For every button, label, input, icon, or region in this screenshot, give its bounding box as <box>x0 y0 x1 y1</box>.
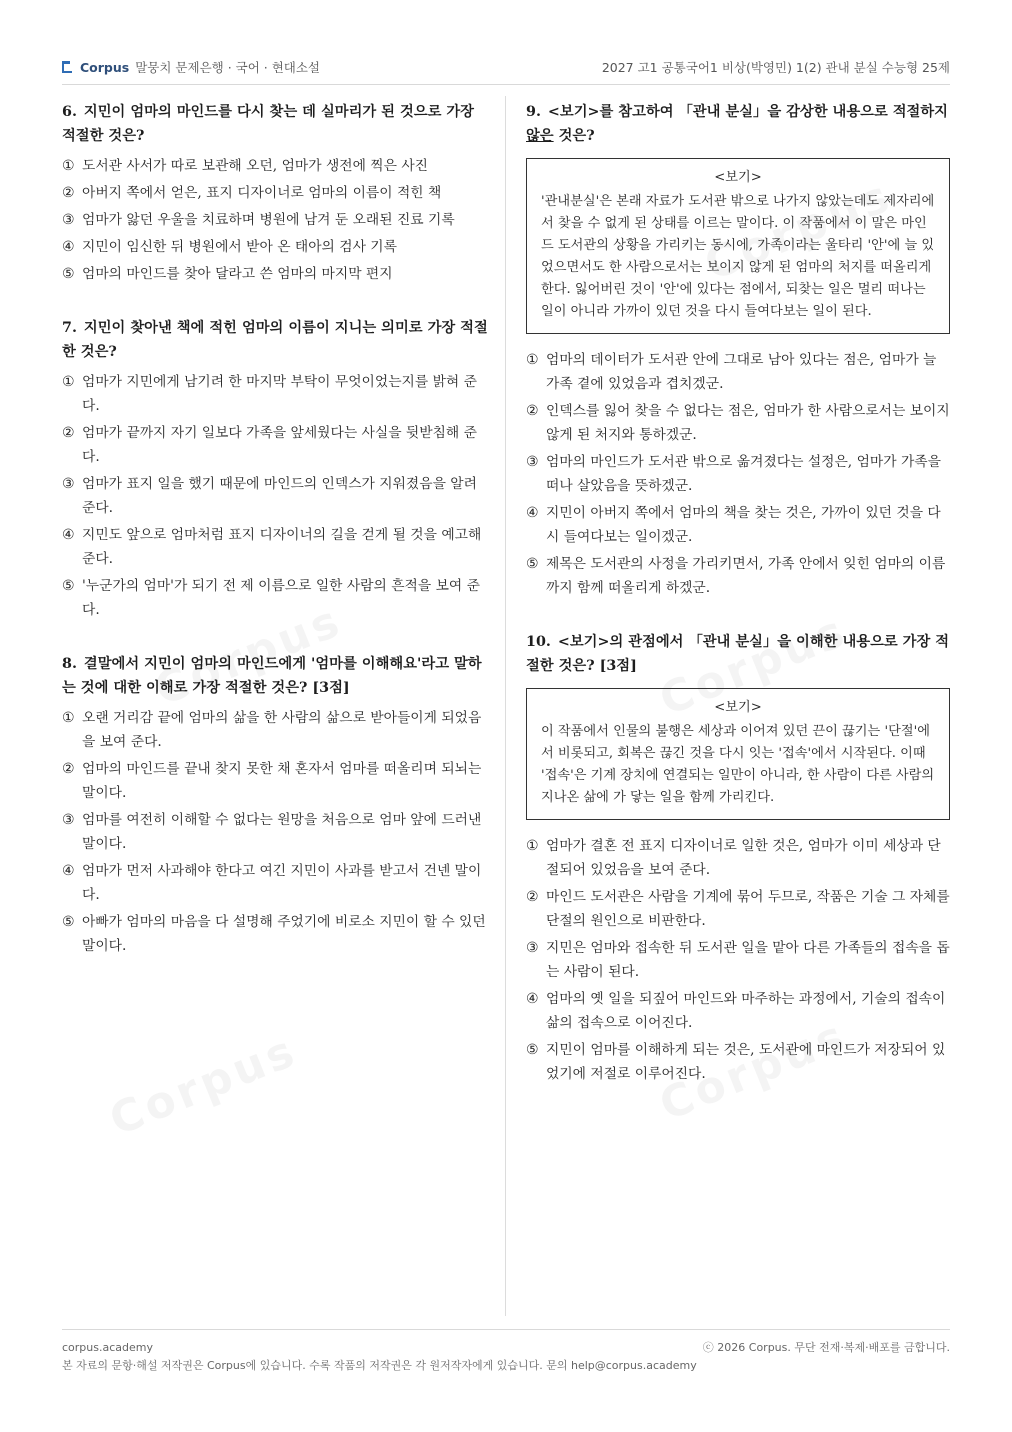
choice-item[interactable]: ① 엄마의 데이터가 도서관 안에 그대로 남아 있다는 점은, 엄마가 늘 가족 곁에 있었음과 겹치겠군. <box>526 352 937 392</box>
choice-item[interactable]: ⑤ 아빠가 엄마의 마음을 다 설명해 주었기에 비로소 지민이 할 수 있던 말이다. <box>62 914 486 954</box>
question-10 <box>526 630 950 1086</box>
choice-list <box>526 834 950 1086</box>
footer-notice: 본 자료의 문항·해설 저작권은 Corpus에 있습니다. 수록 작품의 저작권은 각 원저작자에게 있습니다. 문의 help@corpus.academy <box>62 1359 697 1372</box>
choice-item[interactable]: ③ 엄마를 여전히 이해할 수 없다는 원망을 처음으로 엄마 앞에 드러낸 말이다. <box>62 812 482 852</box>
bogi-text: '관내분실'은 본래 자료가 도서관 밖으로 나가지 않았는데도 제자리에서 찾을 수 없게 된 상태를 이르는 말이다. 이 작품에서 이 말은 마인드 도서관의 상황을 가리키는 동시에, 가족이라는 울타리 '안'에 늘 있었으면서도 한 사람으로서는 보이지 않게 된 엄마의 처지를 떠올리게 한다. 잃어버린 것이 '안'에 있다는 점에서, 되찾는 일은 멀리 떠나는 일이 아니라 가까이 있던 것을 다시 들여다보는 일이 된다. <box>541 194 935 319</box>
choice-item[interactable]: ③ 엄마의 마인드가 도서관 밖으로 옮겨졌다는 설정은, 엄마가 가족을 떠나 살았음을 뜻하겠군. <box>526 454 941 494</box>
choice-item[interactable]: ⑤ '누군가의 엄마'가 되기 전 제 이름으로 일한 사람의 흔적을 보여 준다. <box>62 578 480 618</box>
choice-item[interactable]: ② 엄마가 끝까지 자기 일보다 가족을 앞세웠다는 사실을 뒷받침해 준다. <box>62 425 477 465</box>
choice-list <box>526 348 950 600</box>
choice-item[interactable]: ① 엄마가 지민에게 남기려 한 마지막 부탁이 무엇이었는지를 밝혀 준다. <box>62 374 477 414</box>
choice-item[interactable]: ② 아버지 쪽에서 얻은, 표지 디자이너로 엄마의 이름이 적힌 책 <box>62 185 442 201</box>
bogi-box <box>526 158 950 334</box>
footer-site-link[interactable]: corpus.academy <box>62 1341 153 1354</box>
choice-item[interactable]: ③ 엄마가 앓던 우울을 치료하며 병원에 남겨 둔 오래된 진료 기록 <box>62 212 455 228</box>
choice-list <box>62 370 488 622</box>
brand-name: Corpus <box>80 60 130 75</box>
choice-item[interactable]: ④ 지민이 아버지 쪽에서 엄마의 책을 찾는 것은, 가까이 있던 것을 다시 들여다보는 일이겠군. <box>526 505 941 545</box>
question-7 <box>62 316 488 622</box>
choice-item[interactable]: ③ 지민은 엄마와 접속한 뒤 도서관 일을 맡아 다른 가족들의 접속을 돕는 사람이 된다. <box>526 940 950 980</box>
question-title: 7. 지민이 찾아낸 책에 적힌 엄마의 이름이 지니는 의미로 가장 적절한 것은? <box>62 320 488 360</box>
choice-item[interactable]: ① 오랜 거리감 끝에 엄마의 삶을 한 사람의 삶으로 받아들이게 되었음을 보여 준다. <box>62 710 482 750</box>
choice-item[interactable]: ③ 엄마가 표지 일을 했기 때문에 마인드의 인덱스가 지워졌음을 알려 준다. <box>62 476 477 516</box>
brand <box>62 58 320 76</box>
bogi-text: 이 작품에서 인물의 불행은 세상과 이어져 있던 끈이 끊기는 '단절'에서 비롯되고, 회복은 끊긴 것을 다시 잇는 '접속'에서 시작된다. 이때 '접속'은 기계 장치에 연결되는 일만이 아니라, 한 사람이 다른 사람의 지나온 삶에 가 닿는 일을 함께 가리킨다. <box>541 724 935 805</box>
bogi-title: <보기> <box>714 700 762 715</box>
choice-item[interactable]: ⑤ 지민이 엄마를 이해하게 되는 것은, 도서관에 마인드가 저장되어 있었기에 저절로 이루어진다. <box>526 1042 946 1082</box>
question-8 <box>62 652 488 958</box>
choice-item[interactable]: ② 마인드 도서관은 사람을 기계에 묶어 두므로, 작품은 기술 그 자체를 단절의 원인으로 비판한다. <box>526 889 950 929</box>
right-column <box>526 100 950 1110</box>
question-6 <box>62 100 488 286</box>
page-header <box>62 56 950 85</box>
question-title: 8. 결말에서 지민이 엄마의 마인드에게 '엄마를 이해해요'라고 말하는 것에 대한 이해로 가장 적절한 것은? [3점] <box>62 656 482 696</box>
footer-copyright: ⓒ 2026 Corpus. 무단 전재·복제·배포를 금합니다. <box>702 1341 950 1354</box>
choice-list <box>62 706 488 958</box>
column-divider <box>505 96 506 1316</box>
choice-item[interactable]: ② 인덱스를 잃어 찾을 수 없다는 점은, 엄마가 한 사람으로서는 보이지 않게 된 처지와 통하겠군. <box>526 403 950 443</box>
corpus-logo-icon <box>62 61 72 73</box>
bogi-box <box>526 688 950 820</box>
choice-item[interactable]: ② 엄마의 마인드를 끝내 찾지 못한 채 혼자서 엄마를 떠올리며 되뇌는 말이다. <box>62 761 482 801</box>
left-column <box>62 100 488 982</box>
choice-item[interactable]: ⑤ 제목은 도서관의 사정을 가리키면서, 가족 안에서 잊힌 엄마의 이름까지 함께 떠올리게 하겠군. <box>526 556 946 596</box>
choice-item[interactable]: ④ 지민이 임신한 뒤 병원에서 받아 온 태아의 검사 기록 <box>62 239 397 255</box>
question-9 <box>526 100 950 600</box>
question-title: 9. <보기>를 참고하여 「관내 분실」을 감상한 내용으로 적절하지 않은 것은? <box>526 104 948 144</box>
choice-item[interactable]: ④ 지민도 앞으로 엄마처럼 표지 디자이너의 길을 걷게 될 것을 예고해 준다. <box>62 527 482 567</box>
choice-list <box>62 154 488 286</box>
watermark <box>103 1025 305 1146</box>
breadcrumb: 말뭉치 문제은행 · 국어 · 현대소설 <box>135 60 321 75</box>
choice-item[interactable]: ④ 엄마가 먼저 사과해야 한다고 여긴 지민이 사과를 받고서 건넨 말이다. <box>62 863 482 903</box>
choice-item[interactable]: ① 엄마가 결혼 전 표지 디자이너로 일한 것은, 엄마가 이미 세상과 단절되어 있었음을 보여 준다. <box>526 838 941 878</box>
document-title: 2027 고1 공통국어1 비상(박영민) 1(2) 관내 분실 수능형 25제 <box>601 60 950 75</box>
page-footer <box>62 1329 950 1375</box>
choice-item[interactable]: ① 도서관 사서가 따로 보관해 오던, 엄마가 생전에 찍은 사진 <box>62 158 429 174</box>
question-title: 10. <보기>의 관점에서 「관내 분실」을 이해한 내용으로 가장 적절한 것은? [3점] <box>526 634 950 674</box>
question-title: 6. 지민이 엄마의 마인드를 다시 찾는 데 실마리가 된 것으로 가장 적절한 것은? <box>62 104 474 144</box>
choice-item[interactable]: ④ 엄마의 옛 일을 되짚어 마인드와 마주하는 과정에서, 기술의 접속이 삶의 접속으로 이어진다. <box>526 991 946 1031</box>
bogi-title: <보기> <box>714 170 762 185</box>
choice-item[interactable]: ⑤ 엄마의 마인드를 찾아 달라고 쓴 엄마의 마지막 편지 <box>62 266 393 282</box>
